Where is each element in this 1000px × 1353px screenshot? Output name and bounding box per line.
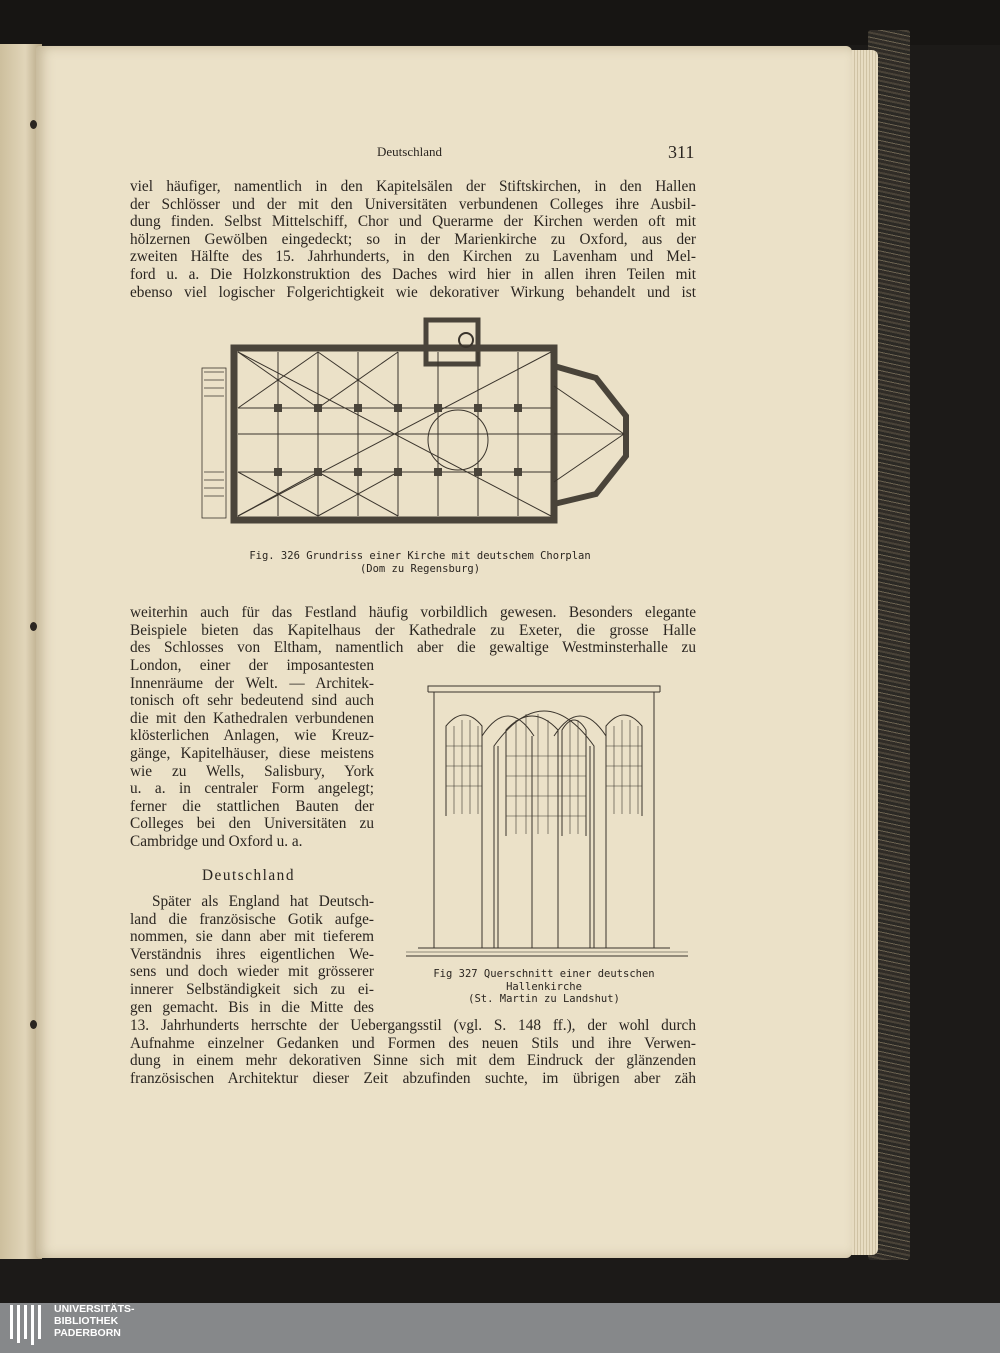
text-line: Colleges bei den Universitäten zu	[130, 815, 374, 833]
text-line: 13. Jahrhunderts herrschte der Uebergangsstil (vgl. S. 148 ff.), der wohl durch	[130, 1017, 696, 1034]
library-logo-icon	[8, 1303, 48, 1347]
caption-line: Fig 327 Querschnitt einer deutschen Hallenkirche	[433, 968, 655, 993]
text-line: dung finden. Selbst Mittelschiff, Chor und Querarme der Kirchen werden oft mit	[130, 213, 696, 231]
text-line: u. a. in centraler Form angelegt;	[130, 780, 374, 798]
page-number: 311	[668, 142, 695, 162]
figure-326-caption	[240, 550, 600, 575]
text-line: weiterhin auch für das Festland häufig vorbildlich gewesen. Besonders elegante	[130, 604, 696, 621]
text-line: ferner die stattlichen Bauten der	[130, 797, 374, 815]
text-line: sens und doch wieder mit grösserer	[130, 963, 374, 981]
floor-plan-figure	[196, 316, 630, 542]
text-line: innerer Selbständigkeit sich zu ei-	[130, 980, 374, 998]
text-line: des Schlosses von Eltham, namentlich aber die gewaltige Westminsterhalle zu	[130, 639, 696, 657]
text-line: Aufnahme einzelner Gedanken und Formen des neuen Stils und ihre Verwen-	[130, 1034, 696, 1052]
running-header: Deutschland	[377, 144, 442, 159]
library-footer-bar	[0, 1303, 1000, 1353]
text-line: wie zu Wells, Salisbury, York	[130, 762, 374, 780]
text-line: klösterlichen Anlagen, wie Kreuz-	[130, 727, 374, 745]
caption-line: Fig. 326 Grundriss einer Kirche mit deutschem Chorplan	[249, 550, 591, 562]
text-line: gänge, Kapitelhäuser, diese meistens	[130, 744, 374, 762]
text-line: hölzernen Gewölben eingedeckt; so in der Marienkirche zu Oxford, aus der	[130, 230, 696, 248]
paragraph-1	[130, 178, 696, 301]
caption-line: (St. Martin zu Landshut)	[468, 993, 620, 1005]
paragraph-2-continued	[130, 657, 374, 851]
text-line: ford u. a. Die Holzkonstruktion des Daches wird hier in allen ihren Teilen mit	[130, 265, 696, 283]
text-line: dung in einem mehr dekorativen Sinne sich mit dem Eindruck der glänzenden	[130, 1052, 696, 1070]
text-line: nommen, sie dann aber mit tieferem	[130, 928, 374, 946]
text-line: tonisch oft sehr bedeutend sind auch	[130, 692, 374, 710]
library-logo-text	[54, 1303, 135, 1339]
text-line: Später als England hat Deutsch-	[152, 893, 374, 910]
text-line: Cambridge und Oxford u. a.	[130, 832, 303, 850]
text-line: Innenräume der Welt. — Architek-	[130, 674, 374, 692]
logo-line: BIBLIOTHEK	[54, 1315, 119, 1327]
text-line: gen gemacht. Bis in die Mitte des	[130, 998, 374, 1016]
paragraph-3	[130, 893, 374, 1016]
text-line: viel häufiger, namentlich in den Kapitelsälen der Stiftskirchen, in den Hallen	[130, 178, 696, 195]
book-cover-top	[0, 0, 1000, 45]
logo-line: UNIVERSITÄTS-	[54, 1303, 135, 1315]
paragraph-4	[130, 1017, 696, 1087]
text-line: London, einer der imposantesten	[130, 657, 374, 674]
text-line: der Schlösser und der mit den Universitäten verbundenen Colleges ihre Ausbil-	[130, 195, 696, 213]
text-line: Verständnis ihres eigentlichen We-	[130, 945, 374, 963]
section-heading: Deutschland	[202, 867, 295, 884]
figure-327-caption	[396, 968, 692, 1006]
text-line: land die französische Gotik aufge-	[130, 910, 374, 928]
logo-line: PADERBORN	[54, 1327, 121, 1339]
text-line: die mit den Kathedralen verbundenen	[130, 709, 374, 727]
text-line: zweiten Hälfte des 15. Jahrhunderts, in den Kirchen zu Lavenham und Mel-	[130, 248, 696, 266]
text-line: ebenso viel logischer Folgerichtigkeit wie dekorativer Wirkung behandelt und ist	[130, 283, 696, 301]
text-line: Beispiele bieten das Kapitelhaus der Kathedrale zu Exeter, die grosse Halle	[130, 621, 696, 639]
caption-line: (Dom zu Regensburg)	[359, 562, 481, 575]
paragraph-2	[130, 604, 696, 657]
cross-section-figure	[398, 676, 692, 960]
text-line: französischen Architektur dieser Zeit abzufinden suchte, im übrigen aber zäh	[130, 1069, 696, 1087]
